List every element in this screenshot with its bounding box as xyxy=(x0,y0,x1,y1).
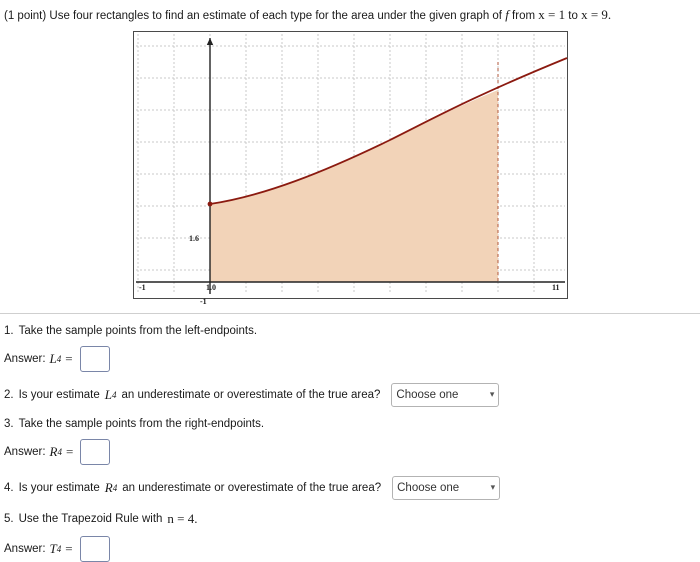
section-divider xyxy=(0,313,700,314)
question-3-text: Take the sample points from the right-endpoints. xyxy=(18,417,265,430)
answer-label-1: Answer: xyxy=(4,352,46,365)
question-2-text-a: Is your estimate xyxy=(18,388,100,401)
from-text: from xyxy=(512,10,536,22)
x-upper-bound: x = 9. xyxy=(581,7,612,22)
function-symbol: f xyxy=(505,7,509,22)
questions-block xyxy=(0,325,700,562)
curve-start-point xyxy=(207,201,212,206)
answer-label-3: Answer: xyxy=(4,445,46,458)
question-2-number: 2. xyxy=(4,388,14,401)
y-tick-label-neg1: -1 xyxy=(199,296,207,306)
select-q4[interactable] xyxy=(392,476,500,500)
answer-input-L4[interactable] xyxy=(80,346,110,372)
answer-input-R4[interactable] xyxy=(80,439,110,465)
select-q2[interactable] xyxy=(391,383,499,407)
symbol-R4: R xyxy=(49,443,58,459)
graph-svg xyxy=(134,32,567,306)
chevron-down-icon: ▾ xyxy=(490,482,496,493)
question-3-number: 3. xyxy=(4,417,14,430)
symbol-L4-q2: L xyxy=(104,386,112,402)
problem-text: Use four rectangles to find an estimate of each type for the area under the given graph of xyxy=(49,10,503,22)
equals-5: = xyxy=(65,540,73,556)
graph-figure xyxy=(133,31,568,306)
question-1 xyxy=(4,325,696,337)
to-text: to xyxy=(568,10,578,22)
y-axis-arrow xyxy=(206,38,212,45)
select-q4-value: Choose one xyxy=(397,481,460,494)
y-tick-label-16: 1.6 xyxy=(188,233,199,243)
question-5-n-expr: n = 4. xyxy=(167,510,198,526)
symbol-L4-sub: 4 xyxy=(56,353,62,364)
problem-statement xyxy=(0,0,700,27)
symbol-R4-sub: 4 xyxy=(57,446,62,457)
symbol-R4-q4: R xyxy=(104,479,113,495)
chevron-down-icon: ▾ xyxy=(489,389,495,400)
question-5-text-a: Use the Trapezoid Rule with xyxy=(18,512,163,525)
points-label: (1 point) xyxy=(4,10,47,22)
symbol-R4-q4-sub: 4 xyxy=(112,482,118,493)
symbol-L4-q2-sub: 4 xyxy=(112,389,117,400)
symbol-T4-sub: 4 xyxy=(56,543,62,554)
x-tick-label-11: 11 xyxy=(551,282,560,292)
question-2 xyxy=(4,383,696,407)
question-4 xyxy=(4,476,696,500)
question-2-text-b: an underestimate or overestimate of the true area? xyxy=(121,388,381,401)
question-5-number: 5. xyxy=(4,512,14,525)
question-1-text: Take the sample points from the left-endpoints. xyxy=(18,324,258,337)
question-5 xyxy=(4,511,696,527)
question-4-text-b: an underestimate or overestimate of the true area? xyxy=(122,481,382,494)
equals-1: = xyxy=(65,350,73,366)
question-3-answer-row xyxy=(4,439,696,465)
answer-label-5: Answer: xyxy=(4,542,46,555)
x-tick-label-1: 1.0 xyxy=(205,282,216,292)
equals-3: = xyxy=(66,443,74,459)
x-lower-bound: x = 1 xyxy=(538,7,566,22)
symbol-L4: L xyxy=(49,350,57,366)
question-5-answer-row xyxy=(4,536,696,562)
question-4-number: 4. xyxy=(4,481,14,494)
question-1-answer-row xyxy=(4,346,696,372)
select-q2-value: Choose one xyxy=(396,388,459,401)
question-3 xyxy=(4,418,696,430)
question-4-text-a: Is your estimate xyxy=(18,481,100,494)
graph-canvas xyxy=(134,32,567,306)
question-1-number: 1. xyxy=(4,324,14,337)
symbol-T4: T xyxy=(49,540,57,556)
answer-input-T4[interactable] xyxy=(80,536,110,562)
x-tick-label-neg1: -1 xyxy=(138,282,146,292)
